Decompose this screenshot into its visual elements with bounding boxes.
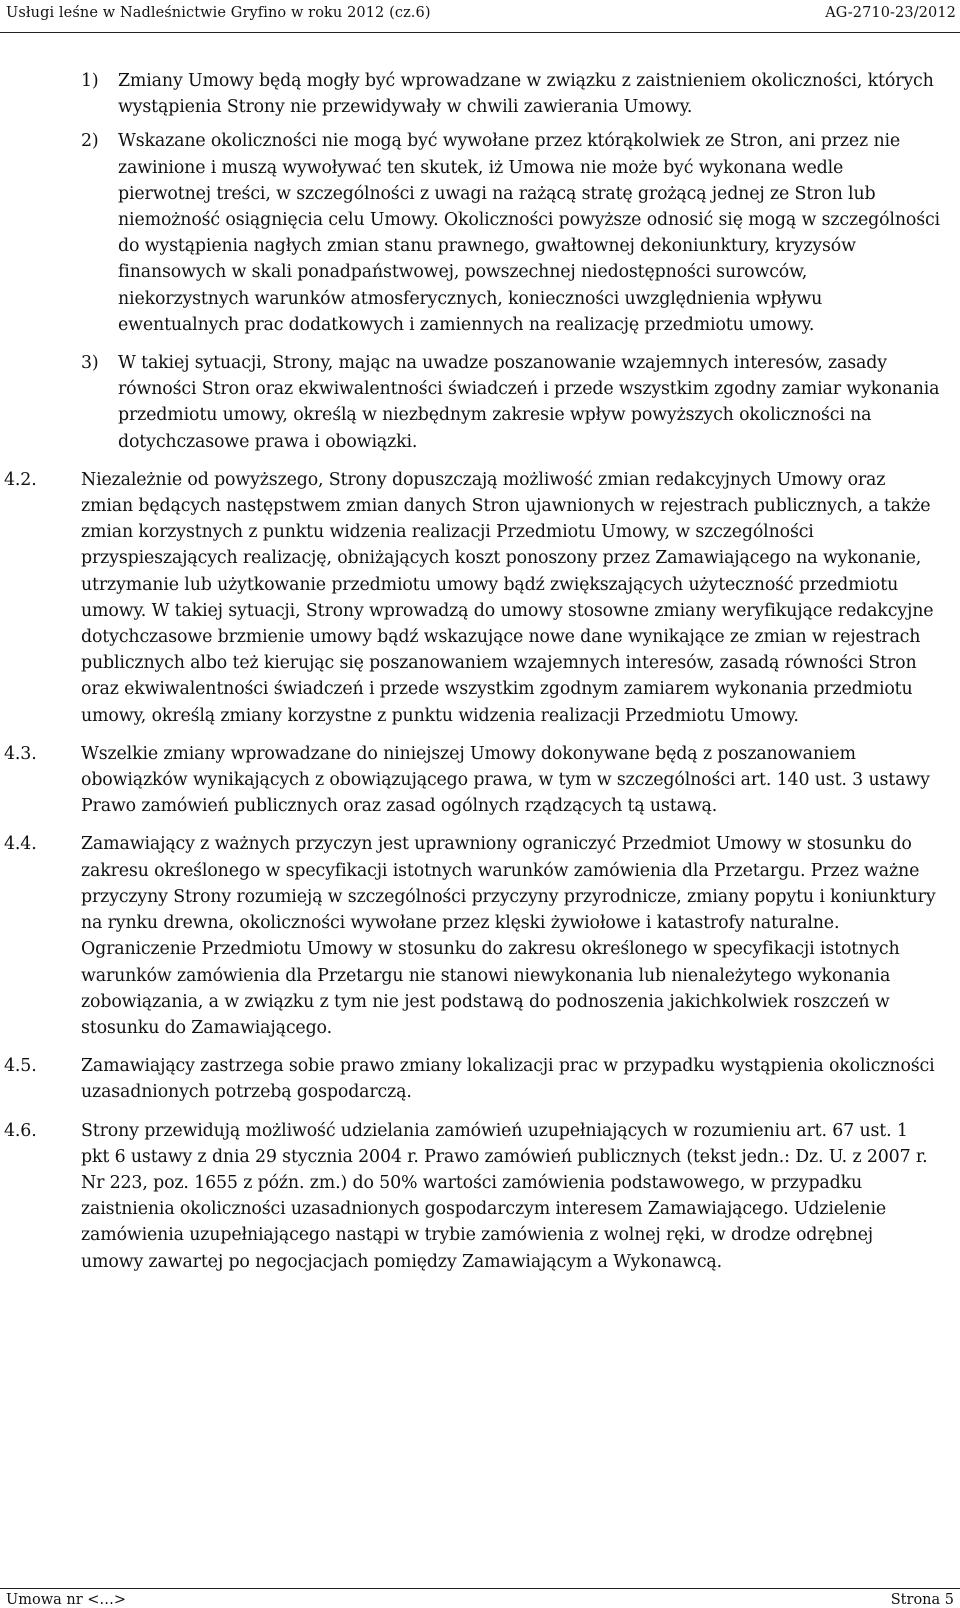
list-item-number: 2) bbox=[81, 131, 99, 152]
header-title: Usługi leśne w Nadleśnictwie Gryfino w roku 2012 (cz.6) bbox=[6, 5, 431, 21]
footer-contract-number: Umowa nr <…> bbox=[6, 1592, 127, 1608]
list-item-text: Wskazane okoliczności nie mogą być wywołane przez którąkolwiek ze Stron, ani przez nie zawinione i muszą wywoływać ten skutek, iż Umowa nie może być wykonana wedle pierwotnej treści, w szczególności z uwagi na rażącą stratę grożącą jednej ze Stron lub niemożność osiągnięcia celu Umowy. Okoliczności powyższe odnosić się mogą w szczególności do wystąpienia nagłych zmian stanu prawnego, gwałtownej dekoniunktury, kryzysów finansowych w skali ponadpaństwowej, powszechnej niedostępności surowców, niekorzystnych warunków atmosferycznych, konieczności uwzględnienia wpływu ewentualnych prac dodatkowych i zamiennych na realizację przedmiotu umowy. bbox=[118, 131, 940, 335]
list-item bbox=[0, 128, 960, 338]
footer-page-number: Strona 5 bbox=[890, 1592, 954, 1608]
clause-number: 4.3. bbox=[4, 743, 37, 764]
clause bbox=[0, 467, 960, 729]
list-item-number: 1) bbox=[81, 71, 99, 91]
clause-number: 4.5. bbox=[4, 1056, 37, 1077]
list-item bbox=[0, 350, 960, 455]
clause-number: 4.6. bbox=[4, 1120, 37, 1141]
header-reference: AG-2710-23/2012 bbox=[825, 5, 956, 21]
clause bbox=[0, 831, 960, 1041]
document-body bbox=[0, 68, 960, 1275]
list-item-text: Zmiany Umowy będą mogły być wprowadzane w związku z zaistnieniem okoliczności, których wystąpienia Strony nie przewidywały w chwili zawierania Umowy. bbox=[118, 71, 934, 118]
page-footer bbox=[0, 1588, 960, 1608]
clause bbox=[0, 1118, 960, 1275]
list-item-text: W takiej sytuacji, Strony, mając na uwadze poszanowanie wzajemnych interesów, zasady równości Stron oraz ekwiwalentności świadczeń i przede wszystkim zgodny zamiar wykonania przedmiotu umowy, określą w niezbędnym zakresie wpływ powyższych okoliczności na dotychczasowe prawa i obowiązki. bbox=[118, 353, 940, 452]
clause-text: Zamawiający zastrzega sobie prawo zmiany lokalizacji prac w przypadku wystąpienia okoliczności uzasadnionych potrzebą gospodarczą. bbox=[81, 1056, 935, 1103]
clause-number: 4.2. bbox=[4, 469, 37, 490]
list-item-number: 3) bbox=[81, 353, 99, 374]
page-header bbox=[0, 0, 960, 33]
list-item bbox=[0, 68, 960, 120]
clause-text: Zamawiający z ważnych przyczyn jest uprawniony ograniczyć Przedmiot Umowy w stosunku do zakresu określonego w specyfikacji istotnych warunków zamówienia dla Przetargu. Przez ważne przyczyny Strony rozumieją w szczególności przyczyny przyrodnicze, zmiany popytu i koniunktury na rynku drewna, okoliczności wywołane przez klęski żywiołowe i katastrofy naturalne. Ograniczenie Przedmiotu Umowy w stosunku do zakresu określonego w specyfikacji istotnych warunków zamówienia dla Przetargu nie stanowi niewykonania lub nienależytego wykonania zobowiązania, a w związku z tym nie jest podstawą do podnoszenia jakichkolwiek roszczeń w stosunku do Zamawiającego. bbox=[81, 834, 936, 1038]
clause-text: Niezależnie od powyższego, Strony dopuszczają możliwość zmian redakcyjnych Umowy oraz zmian będących następstwem zmian danych Stron ujawnionych w rejestrach publicznych, a także zmian korzystnych z punktu widzenia realizacji Przedmiotu Umowy, w szczególności przyspieszających realizację, obniżających koszt ponoszony przez Zamawiającego na wykonanie, utrzymanie lub użytkowanie przedmiotu umowy bądź zwiększających użyteczność przedmiotu umowy. W takiej sytuacji, Strony wprowadzą do umowy stosowne zmiany weryfikujące redakcyjne dotychczasowe brzmienie umowy bądź wskazujące nowe dane wynikające ze zmian w rejestrach publicznych albo też kierując się poszanowaniem wzajemnych interesów, zasadą równości Stron oraz ekwiwalentności świadczeń i przede wszystkim zgodnym zamiarem wykonania przedmiotu umowy, określą zmiany korzystne z punktu widzenia realizacji Przedmiotu Umowy. bbox=[81, 469, 934, 726]
clause bbox=[0, 1053, 960, 1105]
clause-number: 4.4. bbox=[4, 834, 37, 855]
clause-text: Wszelkie zmiany wprowadzane do niniejszej Umowy dokonywane będą z poszanowaniem obowiązków wynikających z obowiązującego prawa, w tym w szczególności art. 140 ust. 3 ustawy Prawo zamówień publicznych oraz zasad ogólnych rządzących tą ustawą. bbox=[81, 743, 930, 817]
clause-text: Strony przewidują możliwość udzielania zamówień uzupełniających w rozumieniu art. 67 ust. 1 pkt 6 ustawy z dnia 29 stycznia 2004 r. Prawo zamówień publicznych (tekst jedn.: Dz. U. z 2007 r. Nr 223, poz. 1655 z późn. zm.) do 50% wartości zamówienia podstawowego, w przypadku zaistnienia okoliczności uzasadnionych gospodarczym interesem Zamawiającego. Udzielenie zamówienia uzupełniającego nastąpi w trybie zamówienia z wolnej ręki, w drodze odrębnej umowy zawartej po negocjacjach pomiędzy Zamawiającym a Wykonawcą. bbox=[81, 1120, 928, 1272]
clause bbox=[0, 741, 960, 820]
